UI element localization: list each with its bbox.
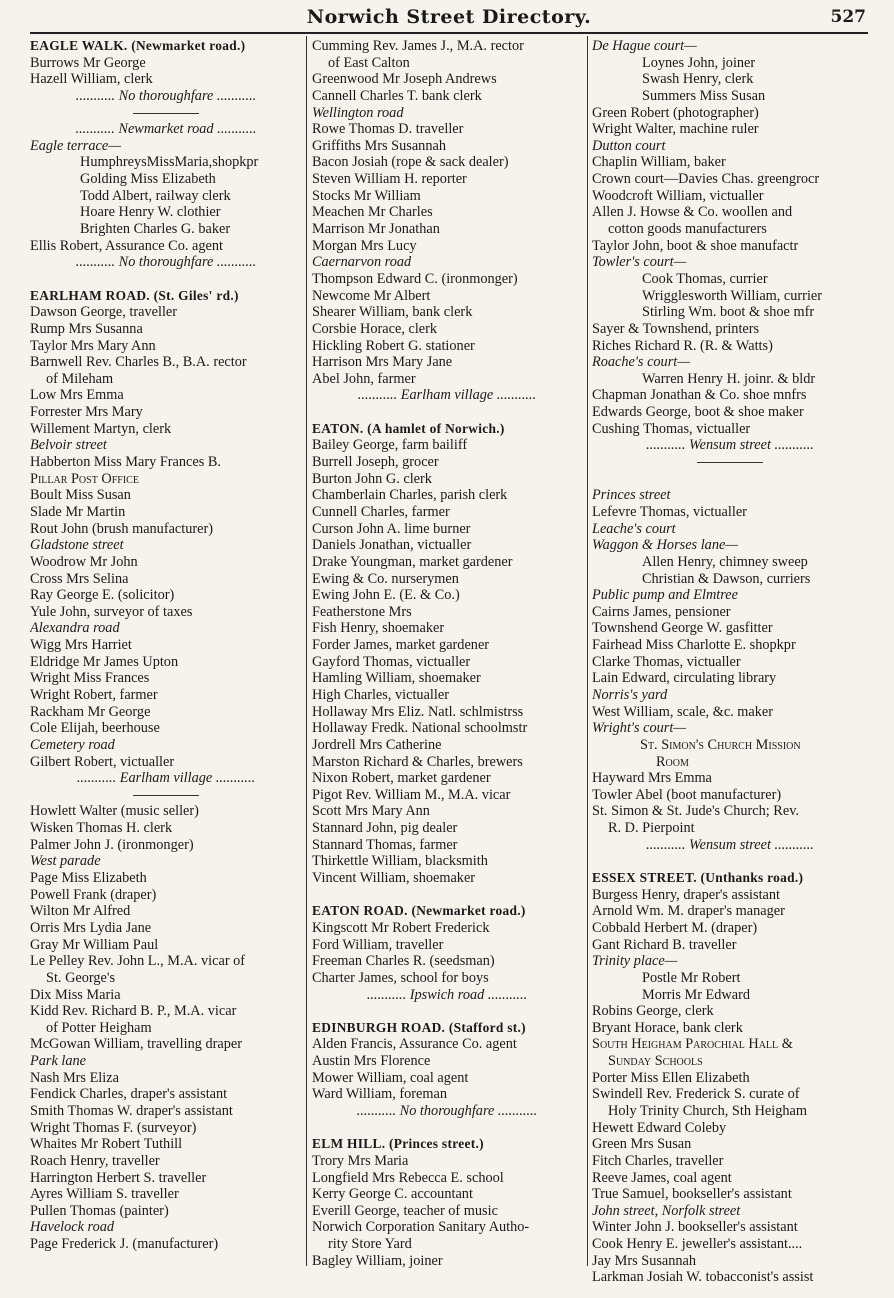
directory-entry: Woodcroft William, victualler <box>592 187 764 204</box>
street-subheading: Park lane <box>30 1053 86 1070</box>
street-subheading: Wright's court— <box>592 720 687 737</box>
directory-entry: Hollaway Fredk. National schoolmstr <box>312 720 528 737</box>
directory-entry: Bailey George, farm bailiff <box>312 437 468 454</box>
cross-street-marker: ........... Ipswich road ........... <box>366 986 528 1003</box>
page-header <box>30 6 868 34</box>
column-divider <box>587 36 588 1266</box>
street-subheading: West parade <box>30 853 101 870</box>
directory-entry: Eldridge Mr James Upton <box>30 653 179 670</box>
directory-entry: Bryant Horace, bank clerk <box>592 1019 743 1036</box>
street-subheading: Cemetery road <box>30 736 115 753</box>
directory-entry: Cobbald Herbert M. (draper) <box>592 919 758 936</box>
street-subheading: Belvoir street <box>30 437 107 454</box>
street-subheading: Princes street <box>592 487 671 504</box>
directory-entry: Taylor Mrs Mary Ann <box>30 337 156 354</box>
directory-entry: Drake Youngman, market gardener <box>312 553 513 570</box>
directory-entry: Chaplin William, baker <box>592 154 726 171</box>
section-rule <box>30 787 302 804</box>
street-subheading: Towler's court— <box>592 254 687 271</box>
street-subheading: Norris's yard <box>592 686 668 703</box>
cross-street-marker: ........... No thoroughfare ........... <box>75 254 257 271</box>
spacer <box>312 1120 582 1137</box>
institution-entry: South Heigham Parochial Hall & <box>592 1036 793 1053</box>
directory-entry: Riches Richard R. (R. & Watts) <box>592 337 773 354</box>
directory-entry: Vincent William, shoemaker <box>312 870 476 887</box>
institution-entry: St. Simon's Church Mission <box>640 736 801 753</box>
cross-street-marker: ........... Wensum street ........... <box>646 437 814 454</box>
directory-entry: Steven William H. reporter <box>312 171 467 188</box>
street-subheading: Public pump and Elmtree <box>592 587 738 604</box>
directory-entry: Abel John, farmer <box>312 370 416 387</box>
entry-continuation: cotton goods manufacturers <box>608 221 767 238</box>
directory-entry: Forder James, market gardener <box>312 637 490 654</box>
entry-continuation: R. D. Pierpoint <box>608 820 695 837</box>
directory-entry: Page Frederick J. (manufacturer) <box>30 1236 219 1253</box>
directory-entry: Cook Henry E. jeweller's assistant.... <box>592 1236 803 1253</box>
directory-entry: Nash Mrs Eliza <box>30 1069 119 1086</box>
street-subheading: Trinity place— <box>592 953 678 970</box>
street-subheading: Havelock road <box>30 1219 115 1236</box>
directory-entry: Fitch Charles, traveller <box>592 1152 724 1169</box>
spacer <box>312 404 582 421</box>
directory-entry: Burrell Joseph, grocer <box>312 454 439 471</box>
street-subheading: Waggon & Horses lane— <box>592 537 739 554</box>
court-entry: Loynes John, joiner <box>642 54 756 71</box>
directory-entry: Rout John (brush manufacturer) <box>30 520 214 537</box>
directory-entry: Smith Thomas W. draper's assistant <box>30 1103 233 1119</box>
court-entry: Brighten Charles G. baker <box>80 221 231 238</box>
directory-entry: Burton John G. clerk <box>312 470 432 487</box>
page-number: 527 <box>830 7 866 27</box>
directory-entry: Wright Thomas F. (surveyor) <box>30 1119 197 1136</box>
directory-entry: Hamling William, shoemaker <box>312 670 481 687</box>
directory-entry: Robins George, clerk <box>592 1003 714 1020</box>
street-subheading: Eagle terrace— <box>30 137 121 154</box>
directory-entry: True Samuel, bookseller's assistant <box>592 1186 792 1203</box>
directory-entry: Wright Walter, machine ruler <box>592 121 759 138</box>
street-subheading: Caernarvon road <box>312 254 412 271</box>
directory-entry: Lefevre Thomas, victualler <box>592 503 747 520</box>
directory-entry: Porter Miss Ellen Elizabeth <box>592 1069 750 1086</box>
directory-entry: Stocks Mr William <box>312 187 421 204</box>
directory-entry: Le Pelley Rev. John L., M.A. vicar of <box>30 953 246 970</box>
section-rule <box>592 454 868 471</box>
directory-entry: McGowan William, travelling draper <box>30 1036 242 1053</box>
directory-entry: Boult Miss Susan <box>30 487 131 504</box>
directory-entry: Willement Martyn, clerk <box>30 420 172 437</box>
directory-entry: Gilbert Robert, victualler <box>30 753 175 770</box>
institution-entry: Room <box>656 753 689 770</box>
directory-entry: Ellis Robert, Assurance Co. agent <box>30 237 223 254</box>
directory-entry: Kerry George C. accountant <box>312 1186 473 1203</box>
directory-entry: Harrington Herbert S. traveller <box>30 1169 207 1186</box>
street-subheading: Gladstone street <box>30 537 124 554</box>
directory-entry: Hollaway Mrs Eliz. Natl. schlmistrss <box>312 703 524 720</box>
directory-entry: Norwich Corporation Sanitary Autho- <box>312 1219 530 1236</box>
directory-entry: Pigot Rev. William M., M.A. vicar <box>312 786 511 803</box>
directory-entry: Swindell Rev. Frederick S. curate of <box>592 1086 800 1103</box>
directory-entry: Low Mrs Emma <box>30 387 124 404</box>
court-entry: Todd Albert, railway clerk <box>80 187 231 204</box>
court-entry: Golding Miss Elizabeth <box>80 171 216 188</box>
cross-street-marker: ........... Newmarket road ........... <box>75 121 257 138</box>
street-subheading: Wellington road <box>312 104 404 121</box>
directory-entry: Clarke Thomas, victualler <box>592 653 741 670</box>
directory-entry: Gayford Thomas, victualler <box>312 653 471 670</box>
cross-street-marker: ........... Earlham village ........... <box>76 770 256 787</box>
directory-entry: Woodrow Mr John <box>30 553 138 570</box>
directory-entry: Fish Henry, shoemaker <box>312 620 445 637</box>
directory-entry: Cumming Rev. James J., M.A. rector <box>312 38 524 54</box>
entry-continuation: of Potter Heigham <box>46 1019 152 1036</box>
directory-entry: Hickling Robert G. stationer <box>312 337 475 354</box>
directory-entry: Hewett Edward Coleby <box>592 1119 727 1136</box>
cross-street-marker: ........... No thoroughfare ........... <box>356 1103 538 1119</box>
directory-entry: Chamberlain Charles, parish clerk <box>312 487 508 504</box>
directory-entry: Forrester Mrs Mary <box>30 404 143 421</box>
directory-entry: Arnold Wm. M. draper's manager <box>592 903 785 920</box>
directory-entry: Palmer John J. (ironmonger) <box>30 836 194 853</box>
court-entry: Christian & Dawson, curriers <box>642 570 811 587</box>
directory-entry: Jay Mrs Susannah <box>592 1252 697 1269</box>
directory-entry: Yule John, surveyor of taxes <box>30 603 193 620</box>
directory-entry: Fairhead Miss Charlotte E. shopkpr <box>592 637 796 654</box>
directory-entry: Page Miss Elizabeth <box>30 870 147 887</box>
directory-entry: Stannard Thomas, farmer <box>312 836 458 853</box>
court-entry: Morris Mr Edward <box>642 986 751 1003</box>
directory-entry: Wilton Mr Alfred <box>30 903 131 920</box>
directory-entry: Burrows Mr George <box>30 54 146 71</box>
directory-entry: Thompson Edward C. (ironmonger) <box>312 270 518 287</box>
column-left <box>30 38 302 1253</box>
directory-entry: Harrison Mrs Mary Jane <box>312 354 453 371</box>
directory-entry: Greenwood Mr Joseph Andrews <box>312 71 497 88</box>
directory-entry: Ayres William S. traveller <box>30 1186 179 1203</box>
directory-entry: Townshend George W. gasfitter <box>592 620 773 637</box>
directory-entry: Slade Mr Martin <box>30 503 126 520</box>
directory-entry: Stannard John, pig dealer <box>312 820 458 837</box>
directory-entry: Hayward Mrs Emma <box>592 770 712 787</box>
section-rule <box>30 105 302 122</box>
spacer <box>312 887 582 904</box>
directory-entry: Dix Miss Maria <box>30 986 121 1003</box>
column-middle <box>312 38 582 1269</box>
court-entry: Allen Henry, chimney sweep <box>642 553 808 570</box>
directory-entry: Ewing John E. (E. & Co.) <box>312 587 460 604</box>
directory-entry: Marston Richard & Charles, brewers <box>312 753 523 770</box>
directory-entry: Newcome Mr Albert <box>312 287 431 304</box>
directory-entry: Gray Mr William Paul <box>30 936 159 953</box>
directory-entry: Daniels Jonathan, victualler <box>312 537 472 554</box>
directory-entry: Crown court—Davies Chas. greengrocr <box>592 171 820 188</box>
directory-entry: Wright Miss Frances <box>30 670 150 687</box>
directory-entry: Marrison Mr Jonathan <box>312 221 440 238</box>
directory-entry: Green Mrs Susan <box>592 1136 692 1153</box>
entry-continuation: of Mileham <box>46 370 114 387</box>
street-subheading: John street, Norfolk street <box>592 1202 741 1219</box>
directory-entry: Thirkettle William, blacksmith <box>312 853 488 870</box>
directory-entry: Howlett Walter (music seller) <box>30 803 199 820</box>
directory-entry: Griffiths Mrs Susannah <box>312 137 446 154</box>
street-heading: EATON. (A hamlet of Norwich.) <box>312 420 505 436</box>
directory-entry: Charter James, school for boys <box>312 969 489 986</box>
entry-continuation: of East Calton <box>328 54 410 71</box>
directory-entry: West William, scale, &c. maker <box>592 703 774 720</box>
directory-entry: Ford William, traveller <box>312 936 444 953</box>
directory-entry: Ward William, foreman <box>312 1086 447 1103</box>
directory-entry: Everill George, teacher of music <box>312 1202 498 1219</box>
directory-entry: Austin Mrs Florence <box>312 1053 431 1070</box>
directory-entry: Trory Mrs Maria <box>312 1152 409 1169</box>
directory-entry: Scott Mrs Mary Ann <box>312 803 430 820</box>
directory-entry: Rowe Thomas D. traveller <box>312 121 464 138</box>
directory-entry: Mower William, coal agent <box>312 1069 469 1086</box>
directory-entry: Rackham Mr George <box>30 703 151 720</box>
directory-entry: Curson John A. lime burner <box>312 520 471 537</box>
directory-entry: Nixon Robert, market gardener <box>312 770 491 787</box>
directory-entry: Cunnell Charles, farmer <box>312 503 450 520</box>
street-subheading: Roache's court— <box>592 354 690 371</box>
directory-entry: Ray George E. (solicitor) <box>30 587 175 604</box>
directory-entry: Cushing Thomas, victualler <box>592 420 751 437</box>
entry-continuation: Holy Trinity Church, Sth Heigham <box>608 1103 807 1119</box>
directory-entry: Edwards George, boot & shoe maker <box>592 404 804 421</box>
spacer <box>30 271 302 288</box>
court-entry: Postle Mr Robert <box>642 969 741 986</box>
street-subheading: Leache's court <box>592 520 676 537</box>
directory-entry: Lain Edward, circulating library <box>592 670 777 687</box>
directory-entry: Shearer William, bank clerk <box>312 304 473 321</box>
street-heading: EAGLE WALK. (Newmarket road.) <box>30 38 246 53</box>
court-entry: Summers Miss Susan <box>642 87 766 104</box>
street-subheading: Dutton court <box>592 137 666 154</box>
directory-entry: Bacon Josiah (rope & sack dealer) <box>312 154 509 171</box>
directory-entry: Wigg Mrs Harriet <box>30 637 132 654</box>
directory-entry: Habberton Miss Mary Frances B. <box>30 454 221 471</box>
directory-entry: Bagley William, joiner <box>312 1252 443 1269</box>
directory-entry: Towler Abel (boot manufacturer) <box>592 786 782 803</box>
cross-street-marker: ........... No thoroughfare ........... <box>75 87 257 104</box>
directory-entry: Freeman Charles R. (seedsman) <box>312 953 495 970</box>
court-entry: Hoare Henry W. clothier <box>80 204 221 221</box>
column-right <box>592 38 868 1286</box>
directory-entry: High Charles, victualler <box>312 686 449 703</box>
court-entry: Wrigglesworth William, currier <box>642 287 823 304</box>
court-entry: Swash Henry, clerk <box>642 71 754 88</box>
directory-entry: Featherstone Mrs <box>312 603 412 620</box>
street-heading: EARLHAM ROAD. (St. Giles' rd.) <box>30 287 239 303</box>
court-entry: Warren Henry H. joinr. & bldr <box>642 370 816 387</box>
court-entry: Cook Thomas, currier <box>642 270 768 287</box>
page-title: Norwich Street Directory. <box>306 6 592 28</box>
directory-entry: Morgan Mrs Lucy <box>312 237 417 254</box>
directory-entry: Larkman Josiah W. tobacconist's assist <box>592 1269 814 1286</box>
directory-entry: Alden Francis, Assurance Co. agent <box>312 1036 517 1053</box>
directory-entry: St. Simon & St. Jude's Church; Rev. <box>592 803 799 820</box>
directory-entry: Gant Richard B. traveller <box>592 936 737 953</box>
directory-entry: Whaites Mr Robert Tuthill <box>30 1136 183 1153</box>
directory-entry: Burgess Henry, draper's assistant <box>592 886 781 903</box>
directory-entry: Wright Robert, farmer <box>30 686 158 703</box>
directory-entry: Longfield Mrs Rebecca E. school <box>312 1169 504 1186</box>
directory-entry: Hazell William, clerk <box>30 71 153 88</box>
directory-entry: Powell Frank (draper) <box>30 886 157 903</box>
court-entry: HumphreysMissMaria,shopkpr <box>80 154 259 171</box>
directory-entry: Winter John J. bookseller's assistant <box>592 1219 798 1236</box>
directory-entry: Sayer & Townshend, printers <box>592 320 760 337</box>
column-divider <box>306 36 307 1266</box>
directory-entry: Meachen Mr Charles <box>312 204 433 221</box>
directory-entry: Fendick Charles, draper's assistant <box>30 1086 228 1103</box>
directory-entry: Taylor John, boot & shoe manufactr <box>592 237 799 254</box>
directory-entry: Rump Mrs Susanna <box>30 320 143 337</box>
street-heading: EATON ROAD. (Newmarket road.) <box>312 903 526 919</box>
directory-entry: Ewing & Co. nurserymen <box>312 570 459 587</box>
directory-entry: Kingscott Mr Robert Frederick <box>312 919 490 936</box>
directory-entry: Cross Mrs Selina <box>30 570 129 587</box>
street-heading: EDINBURGH ROAD. (Stafford st.) <box>312 1019 526 1035</box>
directory-entry: Orris Mrs Lydia Jane <box>30 919 152 936</box>
entry-continuation: St. George's <box>46 969 116 986</box>
spacer <box>592 471 868 488</box>
cross-street-marker: ........... Earlham village ........... <box>357 387 537 404</box>
directory-entry: Roach Henry, traveller <box>30 1152 160 1169</box>
spacer <box>592 853 868 870</box>
directory-entry: Corsbie Horace, clerk <box>312 320 438 337</box>
directory-entry: Chapman Jonathan & Co. shoe mnfrs <box>592 387 807 404</box>
directory-entry: Cole Elijah, beerhouse <box>30 720 160 737</box>
street-heading: ELM HILL. (Princes street.) <box>312 1136 484 1152</box>
cross-street-marker: ........... Wensum street ........... <box>646 836 814 853</box>
directory-entry: Wisken Thomas H. clerk <box>30 820 173 837</box>
directory-entry: Reeve James, coal agent <box>592 1169 732 1186</box>
institution-entry: Sunday Schools <box>608 1053 703 1070</box>
street-subheading: Alexandra road <box>30 620 120 637</box>
directory-entry: Allen J. Howse & Co. woollen and <box>592 204 793 221</box>
entry-continuation: rity Store Yard <box>328 1236 412 1253</box>
court-entry: Stirling Wm. boot & shoe mfr <box>642 304 815 321</box>
spacer <box>312 1003 582 1020</box>
directory-entry: Kidd Rev. Richard B. P., M.A. vicar <box>30 1003 237 1020</box>
directory-entry: Cannell Charles T. bank clerk <box>312 87 482 104</box>
directory-entry: Pullen Thomas (painter) <box>30 1202 169 1219</box>
directory-entry: Green Robert (photographer) <box>592 104 759 121</box>
directory-entry: Jordrell Mrs Catherine <box>312 736 442 753</box>
street-subheading: De Hague court— <box>592 38 697 54</box>
directory-entry: Barnwell Rev. Charles B., B.A. rector <box>30 354 247 371</box>
street-heading: ESSEX STREET. (Unthanks road.) <box>592 870 804 886</box>
institution-entry: Pillar Post Office <box>30 470 139 487</box>
directory-entry: Dawson George, traveller <box>30 304 178 321</box>
directory-entry: Cairns James, pensioner <box>592 603 731 620</box>
